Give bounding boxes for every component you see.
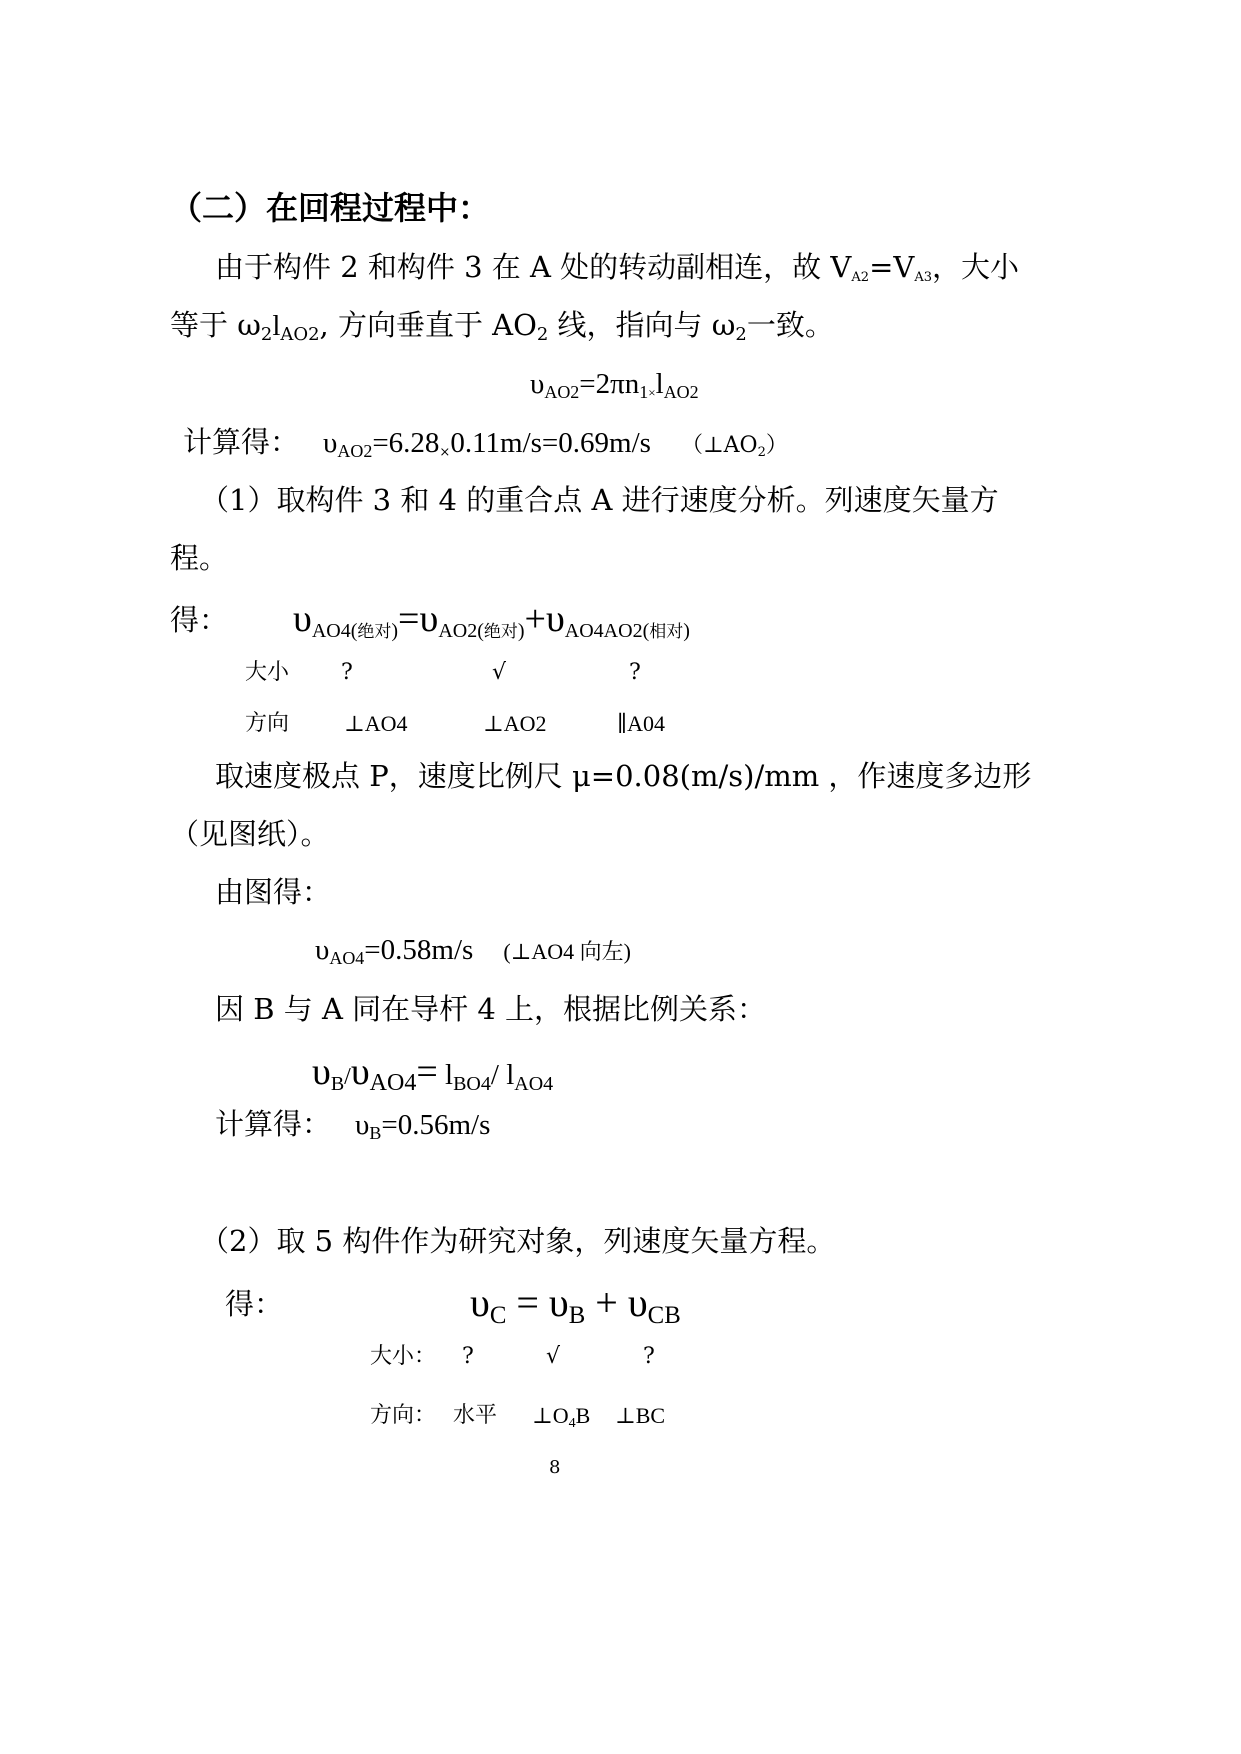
paragraph-2-text-d: 一致。 <box>746 308 834 342</box>
eq2-sub2: B <box>568 1301 586 1329</box>
formula-v: υ <box>530 368 545 400</box>
eq2-sub1: C <box>489 1301 507 1329</box>
eq2-plus: + <box>585 1280 628 1325</box>
eq1-v1: υ <box>293 598 312 640</box>
table-2-row-2-label: 方向： <box>370 1403 437 1428</box>
page-number: 8 <box>549 1457 561 1478</box>
section-heading: （二）在回程过程中： <box>170 189 491 227</box>
ratio-sub2: AO4 <box>369 1070 417 1096</box>
calculation-1 <box>183 425 788 462</box>
symbol-l: l <box>272 310 281 342</box>
calc-1-v: υ <box>323 427 338 459</box>
paragraph-2-text-a: 等于 ω <box>170 308 261 342</box>
calc-1-val-a: =6.28 <box>372 427 440 459</box>
subscript-ao2: AO2 <box>280 324 320 346</box>
paragraph-1 <box>215 250 1020 285</box>
subscript-2: 2 <box>260 324 273 346</box>
eq1-plus: + <box>524 598 546 640</box>
table-1-row-1-c3: ? <box>629 660 641 685</box>
eq1-sub1: AO4(绝对) <box>311 620 399 642</box>
eq1-v3: υ <box>545 598 565 640</box>
paragraph-1-text-b: ，大小 <box>932 250 1020 284</box>
ratio-sub4: AO4 <box>514 1073 554 1095</box>
formula-sub-1: 1 <box>639 382 649 403</box>
result-1-val: =0.58m/s <box>364 934 474 966</box>
formula-sub-ao2b: AO2 <box>663 382 699 403</box>
ratio-sub1: B <box>330 1073 345 1095</box>
calc-2-label: 计算得： <box>215 1107 332 1141</box>
calc-1-dir-sub: 2 <box>757 444 766 460</box>
table-2-row-1-c1: ? <box>462 1344 474 1369</box>
calc-2-val: =0.56m/s <box>381 1109 491 1141</box>
eq2-v3: υ <box>627 1280 648 1325</box>
table-1-row-1-c1: ? <box>341 660 353 685</box>
result-1-dir: (⊥AO4 向左) <box>503 939 631 964</box>
calc-1-sub: AO2 <box>337 441 373 462</box>
table-1-row-2-label: 方向 <box>245 711 290 736</box>
eq1-eq: = <box>398 598 420 640</box>
from-figure-label: 由图得： <box>215 875 332 909</box>
table-2-row-1-c2: √ <box>546 1344 561 1369</box>
calc-1-times: × <box>439 444 451 460</box>
paragraph-3-line-2: （见图纸）。 <box>170 817 330 851</box>
paragraph-2-text-c: 线，指向与 ω <box>548 308 736 342</box>
step-2: （2）取 5 构件作为研究对象，列速度矢量方程。 <box>200 1224 836 1258</box>
paragraph-4: 因 B 与 A 同在导杆 4 上，根据比例关系： <box>215 992 767 1026</box>
calc-1-label: 计算得： <box>183 425 300 459</box>
table-2-row-2-c3: ⊥BC <box>615 1403 666 1428</box>
paragraph-1-text-a: 由于构件 2 和构件 3 在 A 处的转动副相连，故 V <box>215 250 852 284</box>
equation-2 <box>470 1280 681 1329</box>
equation-1-label: 得： <box>170 603 229 637</box>
paragraph-2-text-b: , 方向垂直于 AO <box>319 308 537 342</box>
ratio-slash: / <box>344 1064 351 1090</box>
ratio-sub3: BO4 <box>453 1073 491 1095</box>
ratio-slash2: / l <box>490 1059 515 1091</box>
eq2-sub3: CB <box>647 1301 681 1329</box>
subscript-2b: 2 <box>536 324 549 346</box>
result-1 <box>315 936 631 967</box>
ratio-v1: υ <box>312 1051 331 1093</box>
table-1-row-2-c2: ⊥AO2 <box>483 711 547 736</box>
table-2-row-1-c3: ? <box>643 1344 655 1369</box>
eq1-sub2: AO2(绝对) <box>438 620 525 642</box>
eq1-sub3: AO4AO2(相对) <box>564 620 690 642</box>
subscript-a3: A3 <box>914 269 933 285</box>
calc-1-dir-b: ） <box>765 433 788 458</box>
ratio-eq: = <box>416 1051 438 1093</box>
table-2-row-1-label: 大小： <box>370 1344 437 1369</box>
result-1-v: υ <box>315 934 330 966</box>
ratio-v2: υ <box>350 1051 370 1093</box>
subscript-a2: A2 <box>851 269 870 285</box>
paragraph-1-eq: =V <box>869 250 915 284</box>
step-1-line-2: 程。 <box>170 541 229 575</box>
calculation-2 <box>215 1107 491 1144</box>
table-2-row-2-c1: 水平 <box>453 1403 498 1428</box>
table-1-row-1-label: 大小 <box>245 660 290 685</box>
formula-times: × <box>648 384 656 400</box>
ratio-l1: l <box>437 1059 454 1091</box>
formula-velocity-ao2 <box>530 370 699 401</box>
ratio-equation <box>312 1053 553 1095</box>
paragraph-2 <box>170 308 834 346</box>
eq2-v1: υ <box>470 1280 490 1325</box>
equation-1 <box>293 600 690 641</box>
subscript-2c: 2 <box>735 324 747 346</box>
calc-1-val-b: 0.11m/s=0.69m/s <box>450 427 651 459</box>
table-2-row-2-c2: ⊥O4B <box>532 1403 591 1431</box>
formula-eq: =2πn <box>579 368 640 400</box>
step-1-line-1: （1）取构件 3 和 4 的重合点 A 进行速度分析。列速度矢量方 <box>200 483 999 517</box>
eq2-eq: = <box>506 1280 549 1325</box>
eq1-v2: υ <box>419 598 439 640</box>
result-1-sub: AO4 <box>329 948 365 969</box>
formula-sub-ao2: AO2 <box>544 382 580 403</box>
table-1-row-2-c3: ∥A04 <box>617 711 666 736</box>
table-1-row-2-c1: ⊥AO4 <box>344 711 408 736</box>
equation-2-label: 得： <box>225 1287 284 1321</box>
calc-2-v: υ <box>355 1109 370 1141</box>
calc-1-dir-a: （⊥AO <box>680 433 758 458</box>
formula-l: l <box>655 368 664 400</box>
paragraph-3-line-1: 取速度极点 P，速度比例尺 μ=0.08(m/s)/mm ，作速度多边形 <box>215 759 1032 793</box>
table-1-row-1-c2: √ <box>492 660 507 685</box>
eq2-v2: υ <box>548 1280 569 1325</box>
calc-2-sub: B <box>369 1123 382 1144</box>
